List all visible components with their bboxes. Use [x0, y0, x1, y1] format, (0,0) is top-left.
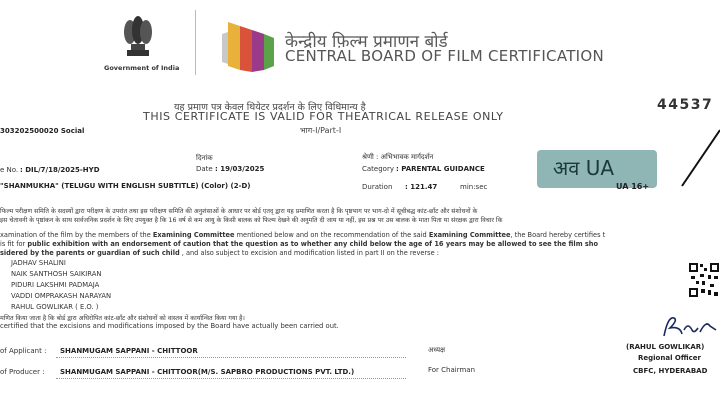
- date-label: Date: [196, 165, 213, 173]
- duration-label: Duration: [362, 183, 393, 191]
- certificate-number: 44537: [657, 97, 714, 113]
- file-no-label: e No.: [0, 166, 19, 174]
- applicant-value: SHANMUGAM SAPPANI - CHITTOOR: [60, 347, 198, 355]
- board-name-hindi: केन्द्रीय फ़िल्म प्रमाणन बोर्ड: [285, 32, 448, 52]
- committee-member: NAIK SANTHOSH SAIKIRAN: [11, 270, 102, 278]
- validity-hindi: यह प्रमाण पत्र केवल थियेटर प्रदर्शन के लिए विधिमान्य है: [174, 102, 366, 113]
- committee-member: VADDI OMPRAKASH NARAYAN: [11, 292, 112, 300]
- committee-member: PIDURI LAKSHMI PADMAJA: [11, 281, 100, 289]
- chairman-label: For Chairman: [428, 366, 476, 374]
- duration-unit: min:sec: [460, 183, 488, 191]
- committee-member: JADHAV SHALINI: [11, 259, 66, 267]
- english-paragraph-line-1: xamination of the film by the members of the Examining Committee mentioned below and on the recommendation of the said Examining Committee, the Board hereby certifies t: [0, 231, 606, 239]
- rating-badge-text: अव UA: [553, 156, 615, 180]
- date-label-hindi: दिनांक: [196, 154, 213, 162]
- producer-value: SHANMUGAM SAPPANI - CHITTOOR(M/S. SAPBRO PRODUCTIONS PVT. LTD.): [60, 368, 355, 376]
- english-paragraph-line-3: sidered by the parents or guardian of such child , and also subject to excision and modification listed in part II on the reverse :: [0, 249, 439, 257]
- officer-name: (RAHUL GOWLIKAR): [626, 343, 705, 351]
- triangle-mark-icon: [680, 128, 720, 192]
- english-paragraph-line-2: is fit for public exhibition with an endorsement of caution that the question as to whether any child below the age of 16 years may be allowed to see the film sho: [0, 240, 599, 248]
- validity-english: THIS CERTIFICATE IS VALID FOR THEATRICAL RELEASE ONLY: [143, 110, 504, 123]
- signature-icon: [660, 312, 720, 344]
- file-no-value: : DIL/7/18/2025-HYD: [20, 166, 100, 174]
- chairman-hindi: अध्यक्ष: [428, 346, 446, 354]
- board-name-english: CENTRAL BOARD OF FILM CERTIFICATION: [285, 47, 605, 65]
- category-value: : PARENTAL GUIDANCE: [396, 165, 485, 173]
- film-title-line: "SHANMUKHA" (TELUGU WITH ENGLISH SUBTITLE) (Color) (2-D): [0, 182, 251, 190]
- producer-underline: [56, 378, 406, 379]
- committee-member: RAHUL GOWLIKAR ( E.O. ): [11, 303, 99, 311]
- part-label: भाग-I/Part-I: [300, 126, 342, 135]
- state-emblem-icon: [118, 14, 158, 64]
- category-hindi: श्रेणी : अभिभावक मार्गदर्शन: [362, 153, 434, 161]
- hindi-paragraph-line-1: फिल्म परीक्षण समिति के सदस्यों द्वारा परीक्षण के उपरांत तथा इस परीक्षण समिति की अनुशंसाओं के आधार पर बोर्ड एतद् द्वारा यह प्रमाणित करता है कि पृष्ठभाग पर भाग-दो में सूचीबद्ध कांट-छाँट और संशोधनों के: [0, 208, 478, 215]
- officer-office: CBFC, HYDERABAD: [633, 367, 708, 375]
- duration-value: : 121.47: [405, 183, 438, 191]
- qr-code-icon: [688, 262, 720, 298]
- cbfc-logo-icon: [220, 14, 280, 80]
- applicant-underline: [56, 357, 406, 358]
- hindi-paragraph-line-2: इस चेतावनी के पृष्ठांकन के साथ सार्वजनिक प्रदर्शन के लिए उपयुक्त है कि 16 वर्ष से कम आयु के किसी बालक को फिल्म देखने की अनुमति दी जाय या नहीं, इस प्रश्न पर उस बालक के माता पिता या संरक्षक द्वारा विचार कि: [0, 217, 503, 224]
- officer-title: Regional Officer: [638, 354, 702, 362]
- applicant-label: of Applicant :: [0, 347, 47, 355]
- certified-english: certified that the excisions and modifications imposed by the Board have actually been carried out.: [0, 322, 339, 330]
- reference-code: 303202500020 Social: [0, 127, 85, 135]
- category-label: Category: [362, 165, 394, 173]
- certified-hindi: मणित किया जाता है कि बोर्ड द्वारा अधिरोपित कांट-छाँट और संशोधनों को वास्तव में कार्यान्वित किया गया है।: [0, 315, 245, 322]
- header-divider: [195, 10, 196, 75]
- emblem-caption: Government of India: [104, 64, 180, 72]
- producer-label: of Producer :: [0, 368, 45, 376]
- date-value: : 19/03/2025: [215, 165, 265, 173]
- rating-sub: UA 16+: [616, 182, 650, 191]
